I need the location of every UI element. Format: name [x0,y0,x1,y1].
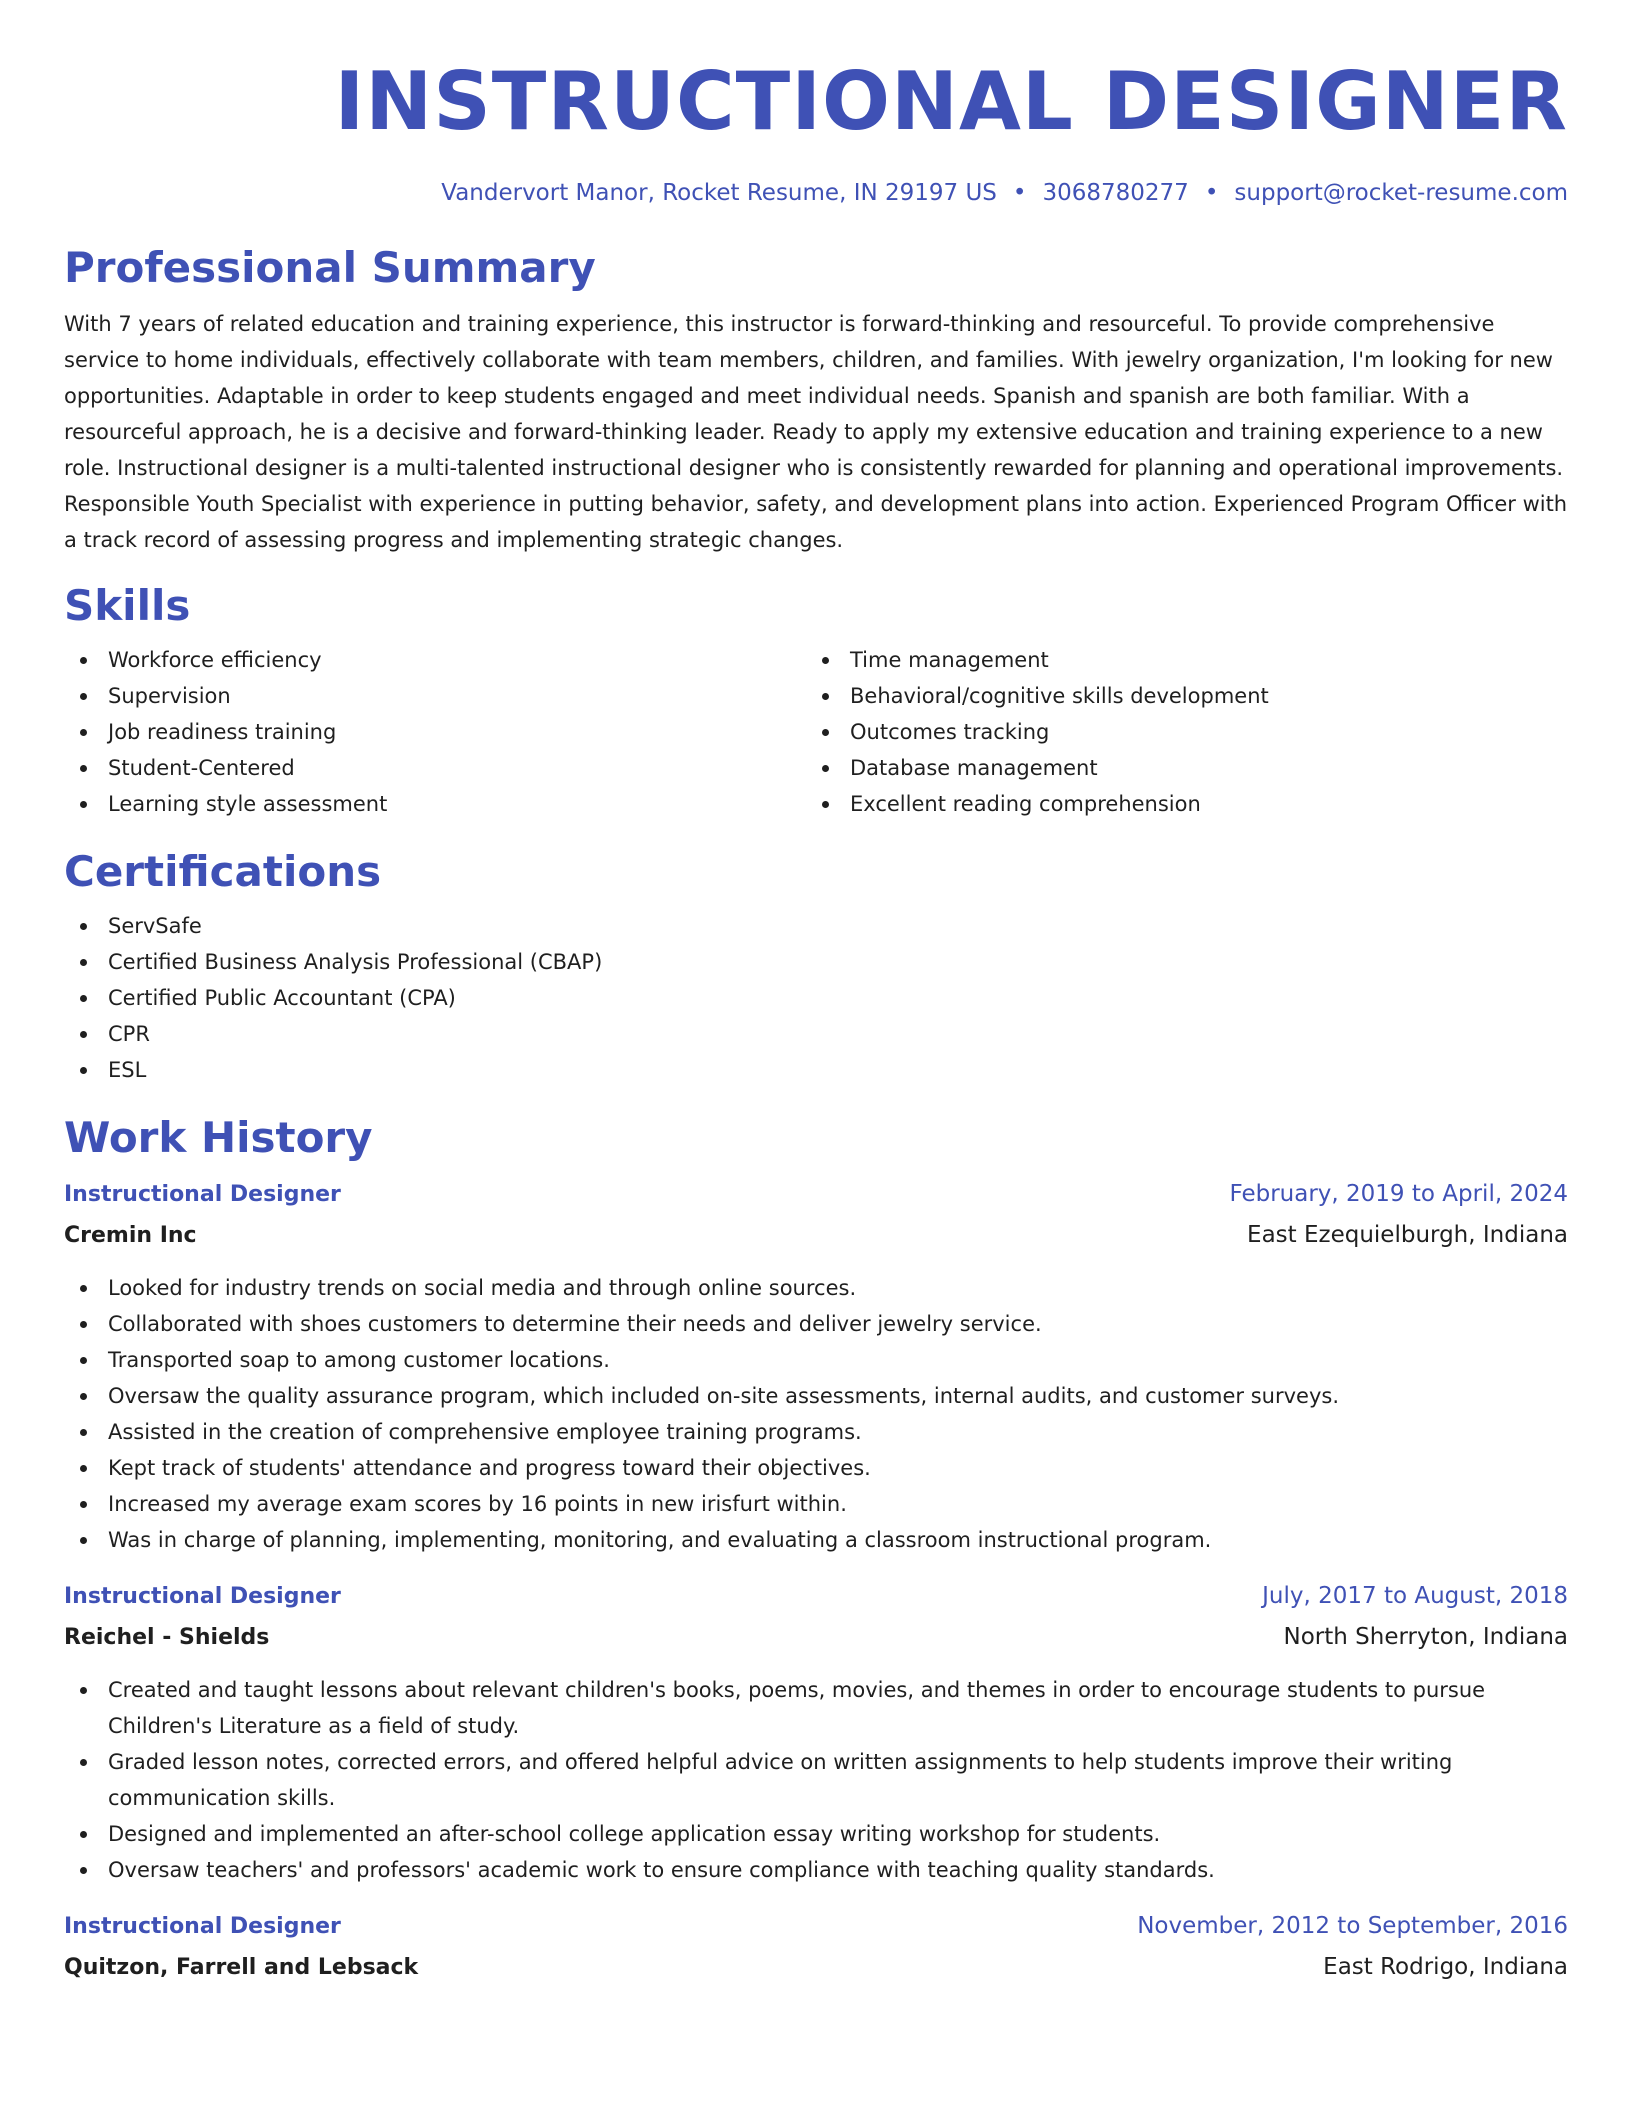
bullet-icon [822,657,829,664]
list-item-text: Looked for industry trends on social media and through online sources. [108,1276,857,1300]
list-item-text: Certified Business Analysis Professional (CBAP) [108,950,603,974]
list-item [806,750,1548,786]
list-item-text: Certified Public Accountant (CPA) [108,986,456,1010]
list-item [64,1744,1568,1816]
list-item-text: ServSafe [108,914,202,938]
list-item-text: Excellent reading comprehension [850,792,1201,816]
list-item-text: Created and taught lessons about relevant children's books, poems, movies, and themes in order to encourage students to pursue Children's Literature as a field of study. [108,1678,1486,1738]
job-company: Cremin Inc [64,1223,197,1248]
bullet-icon [822,801,829,808]
contact-separator: • [1204,180,1219,206]
list-item [64,1270,1568,1306]
job-title: Instructional Designer [64,1914,341,1939]
bullet-icon [80,1831,87,1838]
list-item-text: Workforce efficiency [108,648,322,672]
list-item [64,1306,1568,1342]
skills-list-left [64,642,806,822]
list-item [806,678,1548,714]
bullet-icon [80,1285,87,1292]
bullet-icon [80,1501,87,1508]
list-item-text: Graded lesson notes, corrected errors, and offered helpful advice on written assignments to help students improve their writing communication skills. [108,1750,1453,1810]
bullet-icon [80,1867,87,1874]
job-company-row [64,1217,1568,1254]
bullet-icon [80,693,87,700]
list-item [64,1522,1568,1558]
list-item-text: Collaborated with shoes customers to determine their needs and deliver jewelry service. [108,1312,1042,1336]
bullet-icon [80,801,87,808]
bullet-icon [822,765,829,772]
list-item [64,908,1568,944]
job-title: Instructional Designer [64,1584,341,1609]
list-item [64,1672,1568,1744]
job-location: North Sherryton, Indiana [1283,1624,1568,1650]
job-entry [64,1908,1568,1986]
job-bullets [64,1672,1568,1888]
job-company-row [64,1949,1568,1986]
bullet-icon [80,959,87,966]
job-header-row [64,1908,1568,1945]
section-title-skills: Skills [64,581,191,630]
job-dates: November, 2012 to September, 2016 [1137,1913,1568,1939]
list-item [64,1342,1568,1378]
contact-phone: 3068780277 [1042,180,1189,206]
bullet-icon [80,729,87,736]
job-company-row [64,1619,1568,1656]
section-title-summary: Professional Summary [64,243,596,292]
list-item [64,714,806,750]
resume-page [64,0,1568,1986]
jobs-container [64,1176,1568,1986]
bullet-icon [80,1031,87,1038]
section-title-certifications: Certifications [64,847,382,896]
list-item-text: Student-Centered [108,756,295,780]
list-item [64,1816,1568,1852]
contact-email[interactable]: support@rocket-resume.com [1234,180,1568,206]
list-item-text: Oversaw teachers' and professors' academic work to ensure compliance with teaching quality standards. [108,1858,1215,1882]
job-company: Reichel - Shields [64,1625,270,1650]
list-item [64,1852,1568,1888]
job-dates: July, 2017 to August, 2018 [1262,1583,1568,1609]
certifications-section [64,846,1568,1088]
list-item [64,1450,1568,1486]
list-item-text: Oversaw the quality assurance program, which included on-site assessments, internal audits, and customer surveys. [108,1384,1340,1408]
resume-header [64,0,1568,208]
list-item-text: Transported soap to among customer locations. [108,1348,610,1372]
list-item [64,750,806,786]
list-item-text: Outcomes tracking [850,720,1050,744]
job-header-row [64,1176,1568,1213]
job-bullets [64,1270,1568,1558]
work-section [64,1112,1568,1986]
contact-line [64,178,1568,208]
skills-grid [64,642,1568,822]
bullet-icon [80,1393,87,1400]
job-entry [64,1578,1568,1888]
section-title-work: Work History [64,1113,373,1162]
job-title: Instructional Designer [64,1182,341,1207]
list-item-text: Increased my average exam scores by 16 points in new irisfurt within. [108,1492,847,1516]
list-item-text: Behavioral/cognitive skills development [850,684,1269,708]
list-item-text: ESL [108,1058,147,1082]
summary-text: With 7 years of related education and training experience, this instructor is forward-thinking and resourceful. To provide comprehensive service to home individuals, effectively collaborate with team members, children, and families. With jewelry organization, I'm looking for new opportunities. Adaptable in order to keep students engaged and meet individual needs. Spanish and spanish are both familiar. With a resourceful approach, he is a decisive and forward-thinking leader. Ready to apply my extensive education and training experience to a new role. Instructional designer is a multi-talented instructional designer who is consistently rewarded for planning and operational improvements. Responsible Youth Specialist with experience in putting behavior, safety, and development plans into action. Experienced Program Officer with a track record of assessing progress and implementing strategic changes. [64,312,1568,552]
list-item [64,944,1568,980]
certifications-list [64,908,1568,1088]
list-item [806,714,1548,750]
bullet-icon [80,1465,87,1472]
list-item [64,1378,1568,1414]
list-item-text: Assisted in the creation of comprehensive employee training programs. [108,1420,862,1444]
job-header-row [64,1578,1568,1615]
list-item-text: Database management [850,756,1098,780]
bullet-icon [80,657,87,664]
job-location: East Rodrigo, Indiana [1323,1954,1568,1980]
bullet-icon [80,1067,87,1074]
contact-separator: • [1012,180,1027,206]
job-location: East Ezequielburgh, Indiana [1247,1222,1568,1248]
skills-list-right [806,642,1548,822]
list-item [64,1486,1568,1522]
list-item [64,678,806,714]
list-item-text: Designed and implemented an after-school college application essay writing workshop for students. [108,1822,1161,1846]
list-item [64,1414,1568,1450]
list-item [64,786,806,822]
list-item-text: Kept track of students' attendance and progress toward their objectives. [108,1456,871,1480]
resume-name: INSTRUCTIONAL DESIGNER [334,55,1568,148]
bullet-icon [80,1759,87,1766]
bullet-icon [80,923,87,930]
list-item-text: CPR [108,1022,150,1046]
bullet-icon [80,1357,87,1364]
job-dates: February, 2019 to April, 2024 [1229,1181,1568,1207]
bullet-icon [822,729,829,736]
bullet-icon [80,765,87,772]
list-item [806,642,1548,678]
bullet-icon [80,1321,87,1328]
bullet-icon [80,1687,87,1694]
list-item [64,980,1568,1016]
list-item [64,642,806,678]
bullet-icon [822,693,829,700]
list-item-text: Supervision [108,684,231,708]
list-item [64,1016,1568,1052]
skills-section [64,580,1568,822]
list-item-text: Job readiness training [108,720,337,744]
skills-column-left [64,642,806,822]
list-item-text: Learning style assessment [108,792,388,816]
list-item-text: Was in charge of planning, implementing, monitoring, and evaluating a classroom instructional program. [108,1528,1212,1552]
list-item [64,1052,1568,1088]
job-entry [64,1176,1568,1558]
list-item-text: Time management [850,648,1049,672]
skills-column-right [806,642,1548,822]
summary-section [64,242,1568,558]
job-company: Quitzon, Farrell and Lebsack [64,1955,419,1980]
bullet-icon [80,1429,87,1436]
bullet-icon [80,995,87,1002]
bullet-icon [80,1537,87,1544]
list-item [806,786,1548,822]
contact-address: Vandervort Manor, Rocket Resume, IN 29197 US [441,180,997,206]
